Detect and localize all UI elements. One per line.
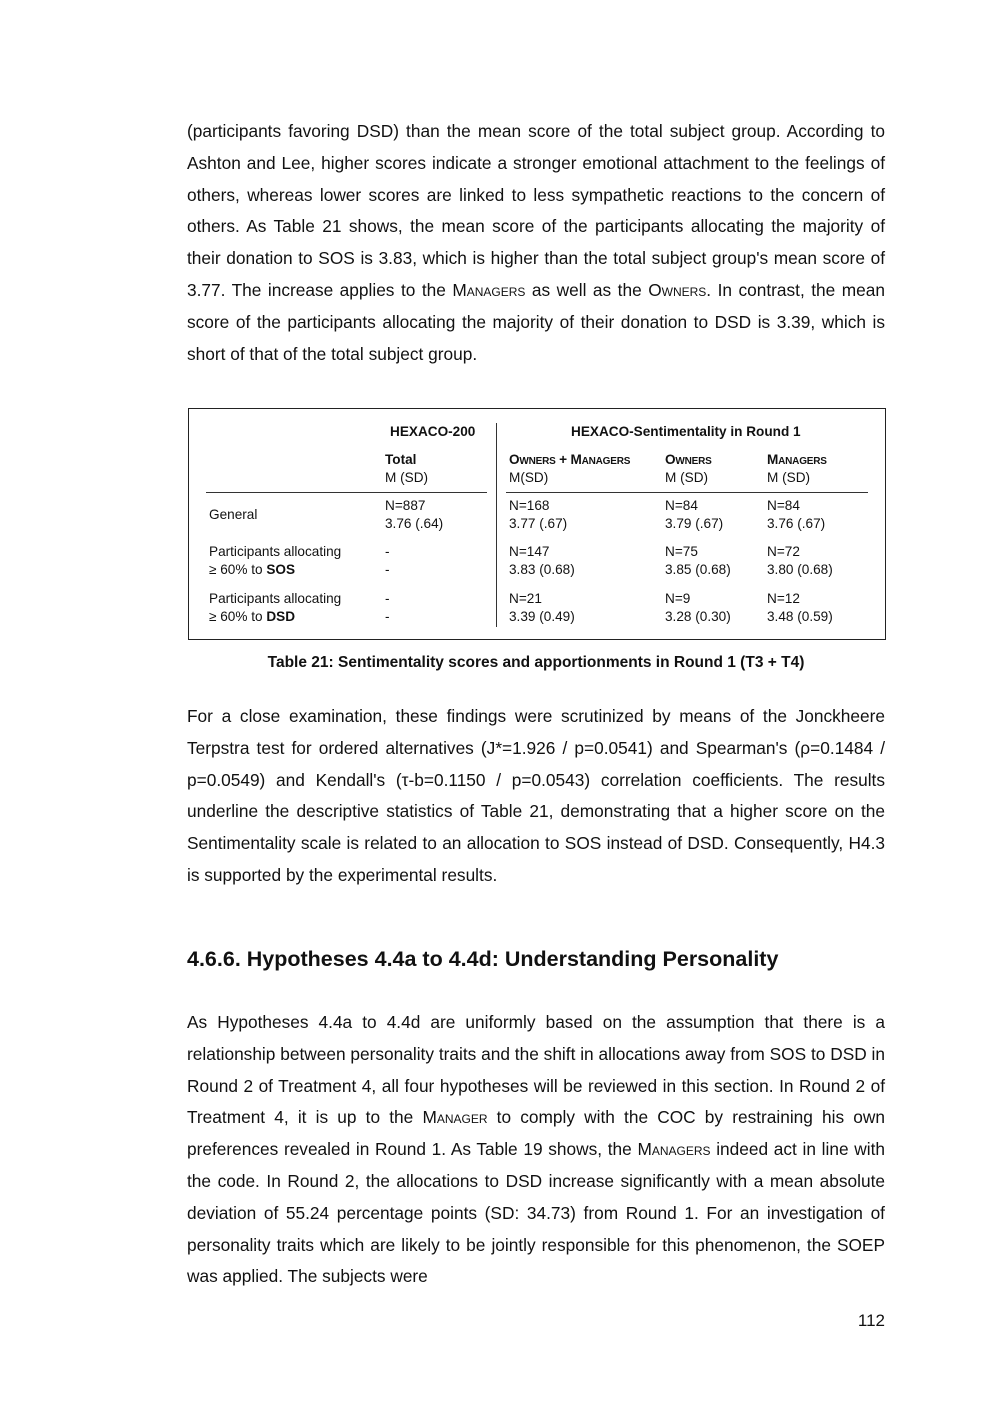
table-header-rule bbox=[206, 492, 487, 493]
cell-om-m: 3.83 (0.68) bbox=[509, 562, 575, 577]
header-sentimentality: HEXACO-Sentimentality in Round 1 bbox=[571, 424, 801, 439]
row-label: Participants allocating bbox=[209, 591, 342, 606]
msd-label: M (SD) bbox=[665, 470, 709, 485]
cell-om-m: 3.39 (0.49) bbox=[509, 609, 575, 624]
cell-om-n: N=168 bbox=[509, 498, 550, 513]
cell-total-n: N=887 bbox=[385, 498, 426, 513]
charity-name: DSD bbox=[266, 609, 296, 624]
term-managers: Managers bbox=[637, 1139, 711, 1160]
cell-o-m: 3.28 (0.30) bbox=[665, 609, 731, 624]
term-managers: Managers bbox=[452, 279, 526, 300]
table-vertical-divider bbox=[496, 423, 497, 627]
body-paragraph: For a close examination, these findings were scrutinized by means of the Jonckheere Terpstra test for ordered alternatives (J*=1.926 / p=0.0541) and Spearman's (ρ=0.1484 / p=0.0549) and Kendall's (τ-b=0.1150 / p=0.0543) correlation coefficients. The results underline the descriptive statistics of Table 21, demonstrating that a higher score on the Sentimentality scale is related to an allocation to SOS instead of DSD. Consequently, H4.3 is supported by the experimental results. bbox=[187, 706, 885, 885]
col-managers: Managers bbox=[767, 452, 827, 467]
threshold-text: ≥ 60% to bbox=[209, 609, 267, 624]
term-manager: Manager bbox=[422, 1107, 488, 1128]
cell-m-n: N=84 bbox=[767, 498, 800, 513]
paragraph-text: . In contrast, the mean score of the participants allocating the majority of their donation to DSD is 3.39, which is short of that of the total subject group. bbox=[187, 279, 885, 364]
table-header-rule bbox=[506, 492, 868, 493]
cell-m-m: 3.80 (0.68) bbox=[767, 562, 833, 577]
cell-om-m: 3.77 (.67) bbox=[509, 516, 568, 531]
cell-o-m: 3.79 (.67) bbox=[665, 516, 724, 531]
term-owners: Owners bbox=[648, 279, 707, 300]
cell-total-n: - bbox=[385, 544, 390, 559]
cell-o-n: N=9 bbox=[665, 591, 691, 606]
paragraph-text: as well as the bbox=[525, 279, 649, 300]
cell-m-m: 3.48 (0.59) bbox=[767, 609, 833, 624]
cell-om-n: N=21 bbox=[509, 591, 542, 606]
msd-label: M (SD) bbox=[767, 470, 811, 485]
col-owners: Owners bbox=[665, 452, 712, 467]
col-total: Total bbox=[385, 452, 417, 467]
cell-o-n: N=84 bbox=[665, 498, 698, 513]
row-label-threshold bbox=[209, 608, 295, 626]
paragraph-text: to comply with the COC by restraining his own preferences revealed in Round 1. As Table 19 shows, the bbox=[187, 1107, 885, 1160]
table-caption: Table 21: Sentimentality scores and apportionments in Round 1 (T3 + T4) bbox=[267, 654, 805, 671]
page-number: 112 bbox=[857, 1311, 885, 1330]
cell-o-m: 3.85 (0.68) bbox=[665, 562, 731, 577]
paragraph-text: indeed act in line with the code. In Round 2, the allocations to DSD increase significantly with a mean absolute deviation of 55.24 percentage points (SD: 34.73) from Round 1. For an investigation of personality traits which are likely to be jointly responsible for this phenomenon, the SOEP was applied. The subjects were bbox=[187, 1139, 885, 1287]
cell-total-n: - bbox=[385, 591, 390, 606]
body-paragraph bbox=[187, 1007, 885, 1293]
row-label: Participants allocating bbox=[209, 544, 342, 559]
section-heading: 4.6.6. Hypotheses 4.4a to 4.4d: Understanding Personality bbox=[187, 947, 779, 971]
header-hexaco200: HEXACO-200 bbox=[390, 424, 476, 439]
col-owners-managers: Owners + Managers bbox=[509, 452, 631, 467]
paragraph-text: As Hypotheses 4.4a to 4.4d are uniformly based on the assumption that there is a relationship between personality traits and the shift in allocations away from SOS to DSD in Round 2 of Treatment 4, all four hypotheses will be reviewed in this section. In Round 2 of Treatment 4, it is up to the bbox=[187, 1012, 885, 1128]
cell-m-n: N=72 bbox=[767, 544, 800, 559]
cell-om-n: N=147 bbox=[509, 544, 550, 559]
cell-total-m: 3.76 (.64) bbox=[385, 516, 444, 531]
paragraph-text: (participants favoring DSD) than the mean score of the total subject group. According to Ashton and Lee, higher scores indicate a stronger emotional attachment to the feelings of others, whereas lower scores are linked to less sympathetic reactions to the concern of others. As Table 21 shows, the mean score of the participants allocating the majority of their donation to SOS is 3.83, which is higher than the total subject group's mean score of 3.77. The increase applies to the bbox=[187, 121, 885, 300]
cell-m-m: 3.76 (.67) bbox=[767, 516, 826, 531]
cell-m-n: N=12 bbox=[767, 591, 800, 606]
cell-total-m: - bbox=[385, 562, 390, 577]
msd-label: M (SD) bbox=[385, 470, 429, 485]
cell-o-n: N=75 bbox=[665, 544, 698, 559]
row-label: General bbox=[209, 507, 258, 522]
body-paragraph bbox=[187, 116, 885, 370]
row-label-threshold bbox=[209, 561, 295, 579]
threshold-text: ≥ 60% to bbox=[209, 562, 267, 577]
cell-total-m: - bbox=[385, 609, 390, 624]
charity-name: SOS bbox=[266, 562, 296, 577]
msd-label: M(SD) bbox=[509, 470, 549, 485]
results-table bbox=[188, 408, 886, 640]
